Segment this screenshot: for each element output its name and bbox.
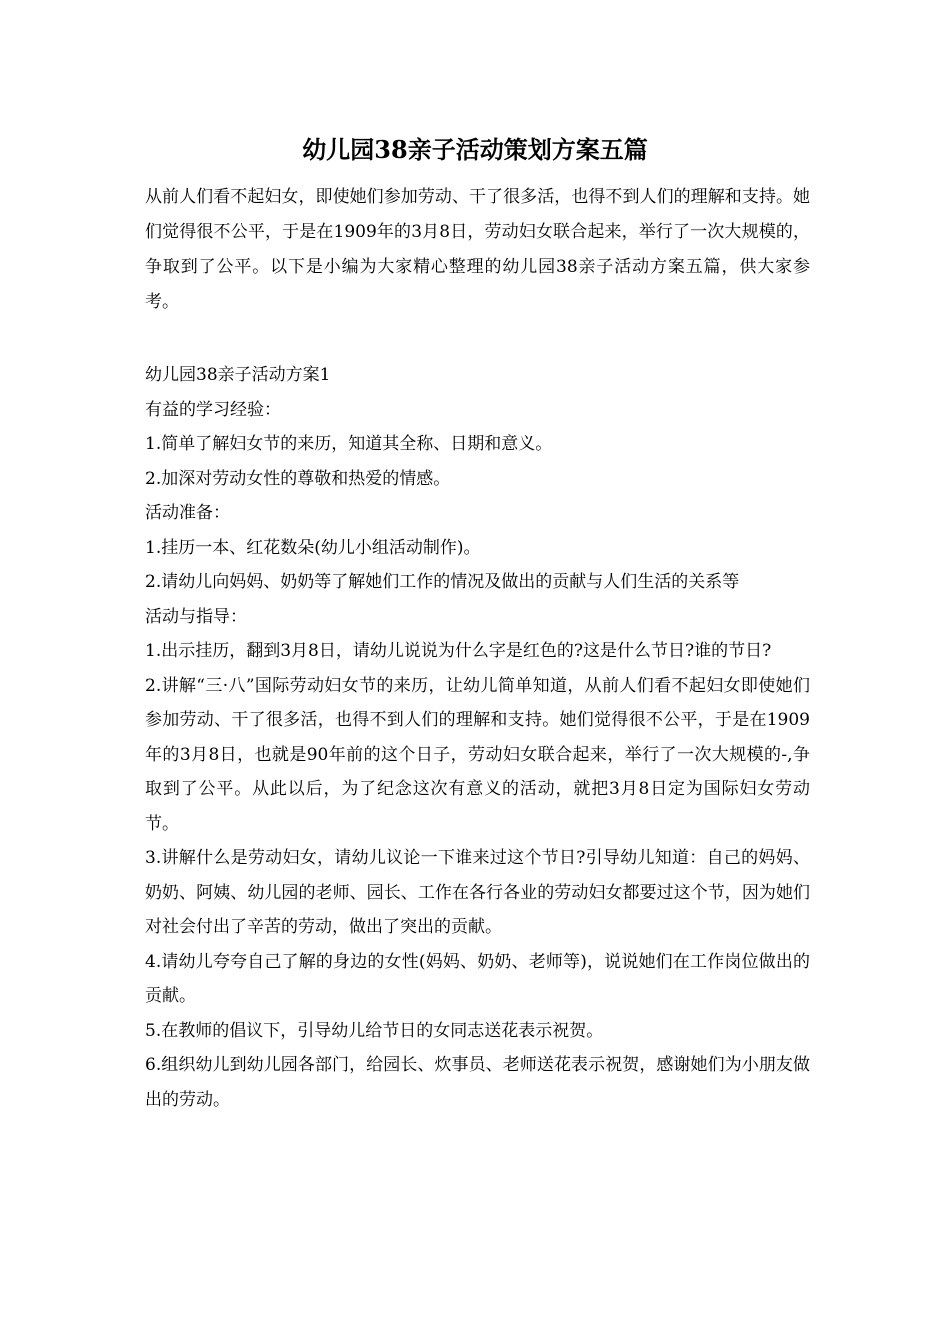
section-heading: 幼儿园38亲子活动方案1 [145, 365, 331, 385]
list-item: 5.在教师的倡议下，引导幼儿给节日的女同志送花表示祝贺。 [145, 1020, 604, 1041]
list-item: 2.请幼儿向妈妈、奶奶等了解她们工作的情况及做出的贡献与人们生活的关系等 [145, 572, 740, 592]
document-title: 幼儿园38亲子活动策划方案五篇 [302, 135, 648, 164]
list-item: 2.加深对劳动女性的尊敬和热爱的情感。 [145, 468, 451, 489]
subheading-learning: 有益的学习经验： [145, 399, 281, 420]
list-item: 4.请幼儿夸夸自己了解的身边的女性(妈妈、奶奶、老师等)，说说她们在工作岗位做出的贡献。 [145, 951, 810, 1006]
document-body [145, 180, 810, 1117]
list-item: 6.组织幼儿到幼儿园各部门，给园长、炊事员、老师送花表示祝贺，感谢她们为小朋友做出的劳动。 [145, 1055, 810, 1110]
subheading-preparation: 活动准备： [145, 503, 230, 523]
intro-paragraph: 从前人们看不起妇女，即使她们参加劳动、干了很多活，也得不到人们的理解和支持。她们觉得很不公平，于是在1909年的3月8日，劳动妇女联合起来，举行了一次大规模的，争取到了公平。以下是小编为大家精心整理的幼儿园38亲子活动方案五篇，供大家参考。 [145, 187, 810, 312]
list-item: 1.出示挂历，翻到3月8日，请幼儿说说为什么字是红色的?这是什么节日?谁的节日? [145, 641, 772, 661]
subheading-guidance: 活动与指导： [145, 606, 247, 627]
list-item: 1.挂历一本、红花数朵(幼儿小组活动制作)。 [145, 537, 481, 558]
paragraph-spacer [145, 320, 810, 358]
list-item: 2.讲解“三·八”国际劳动妇女节的来历，让幼儿简单知道，从前人们看不起妇女即使她们参加劳动、干了很多活，也得不到人们的理解和支持。她们觉得很不公平，于是在1909年的3月8日，也就是90年前的这个日子，劳动妇女联合起来，举行了一次大规模的-,争取到了公平。从此以后，为了纪念这次有意义的活动，就把3月8日定为国际妇女劳动节。 [145, 675, 810, 834]
list-item: 3.讲解什么是劳动妇女，请幼儿议论一下谁来过这个节日?引导幼儿知道：自己的妈妈、奶奶、阿姨、幼儿园的老师、园长、工作在各行各业的劳动妇女都要过这个节，因为她们对社会付出了辛苦的劳动，做出了突出的贡献。 [145, 848, 810, 937]
list-item: 1.简单了解妇女节的来历，知道其全称、日期和意义。 [145, 434, 553, 454]
